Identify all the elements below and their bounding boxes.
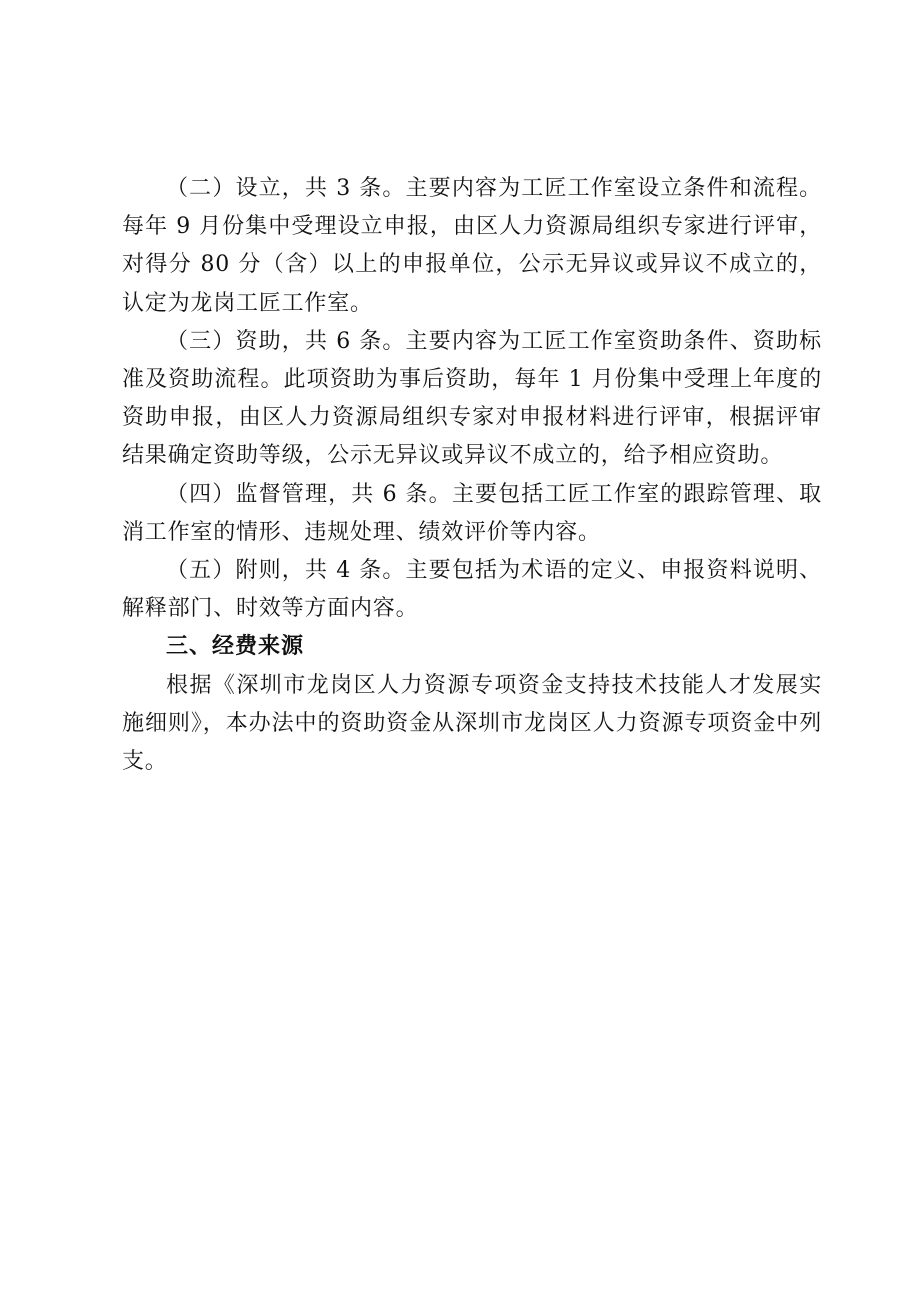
paragraph-subsidy: （三）资助，共 6 条。主要内容为工匠工作室资助条件、资助标准及资助流程。此项资助为事后资助，每年 1 月份集中受理上年度的资助申报，由区人力资源局组织专家对申报材料进行评审，根据评审结果确定资助等级，公示无异议或异议不成立的，给予相应资助。 [122, 328, 822, 469]
document-body [122, 170, 822, 781]
section-heading-funding-source: 三、经费来源 [166, 634, 305, 660]
paragraph-funding-source: 根据《深圳市龙岗区人力资源专项资金支持技术技能人才发展实施细则》，本办法中的资助资金从深圳市龙岗区人力资源专项资金中列支。 [122, 672, 822, 775]
paragraph-supplementary: （五）附则，共 4 条。主要包括为术语的定义、申报资料说明、解释部门、时效等方面内容。 [122, 558, 822, 622]
paragraph-supervision: （四）监督管理，共 6 条。主要包括工匠工作室的跟踪管理、取消工作室的情形、违规处理、绩效评价等内容。 [122, 481, 822, 545]
paragraph-establishment: （二）设立，共 3 条。主要内容为工匠工作室设立条件和流程。每年 9 月份集中受理设立申报，由区人力资源局组织专家进行评审，对得分 80 分（含）以上的申报单位，公示无异议或异议不成立的，认定为龙岗工匠工作室。 [122, 176, 822, 316]
